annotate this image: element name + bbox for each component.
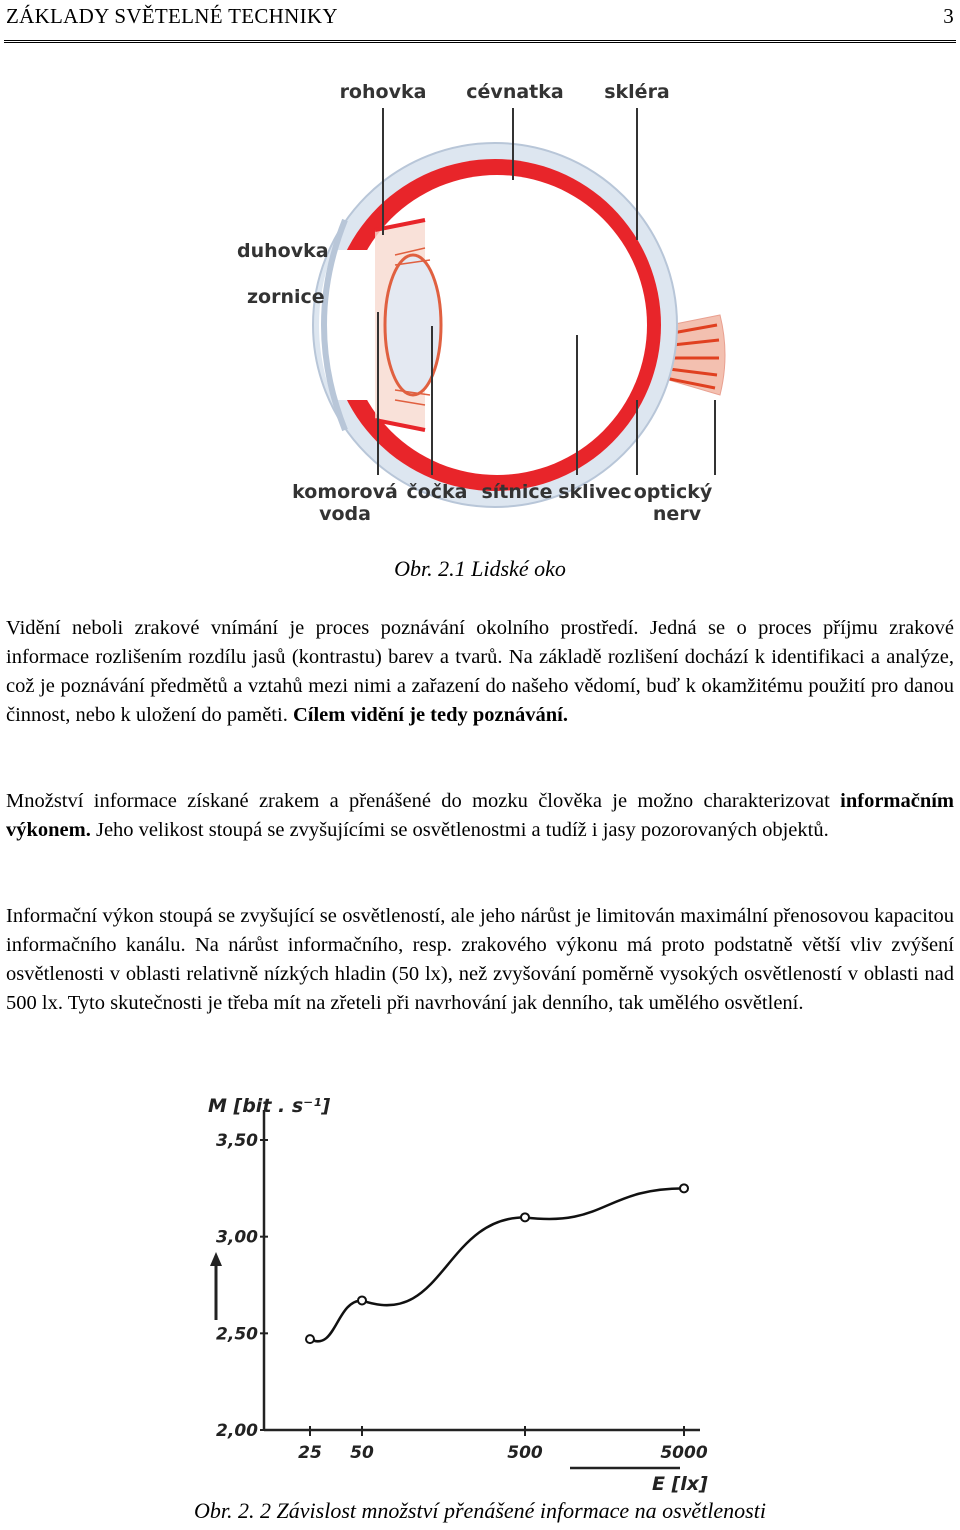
paragraph-2-text-b: Jeho velikost stoupá se zvyšujícími se osvětlenostmi a tudíž i jasy pozorovaných objektů. (95, 819, 829, 841)
data-point (306, 1335, 314, 1343)
label-opticky: optický (633, 481, 713, 503)
figure-caption-1: Obr. 2.1 Lidské oko (394, 556, 566, 581)
x-tick-label: 50 (350, 1443, 374, 1463)
paragraph-3: Informační výkon stoupá se zvyšující se osvětleností, ale jeho nárůst je limitován maximální přenosovou kapacitou informačního kanálu. Na nárůst informačního, resp. zrakového výkonu má proto podstatně větší vliv zvýšení osvětlenosti v oblasti relativně nízkých hladin (50 lx), než zvyšování poměrně vysokých osvětleností v oblasti nad 500 lx. Tyto skutečnosti je třeba mít na zřeteli při navrhování jak denního, tak umělého osvětlení. (6, 905, 954, 1014)
paragraph-2-emphasis: informačním výkonem. (6, 790, 955, 841)
y-tick-label: 3,50 (216, 1131, 258, 1151)
paragraph-1-emphasis: Cílem vidění je tedy poznávání. (292, 704, 568, 726)
x-tick-label: 500 (507, 1443, 543, 1463)
x-axis-label: E [lx] (652, 1473, 708, 1495)
y-tick-label: 3,00 (216, 1227, 258, 1248)
label-nerv: nerv (652, 503, 702, 525)
label-duhovka: duhovka (237, 240, 329, 262)
label-sklera: skléra (604, 81, 670, 103)
y-tick-label: 2,50 (216, 1324, 258, 1345)
running-header (6, 4, 954, 32)
paragraph-1-text: Vidění neboli zrakové vnímání je proces poznávání okolního prostředí. Jedná se o proces příjmu zrakové informace rozlišením rozdílu jasů (kontrastu) barev a tvarů. Na základě rozlišení dochází k identifikaci a analýze, což je poznávání předmětů a vztahů mezi nimi a zařazení do našeho vědomí, buď k okamžitému použití pro danou činnost, nebo k uložení do paměti. (6, 617, 954, 726)
label-cocka: čočka (406, 481, 468, 503)
label-sklivec: sklivec (558, 481, 632, 503)
header-title: ZÁKLADY SVĚTELNÉ TECHNIKY (6, 4, 338, 28)
paragraph-1 (6, 614, 954, 730)
label-rohovka: rohovka (339, 81, 427, 103)
data-point (680, 1184, 688, 1192)
label-cevnatka: cévnatka (466, 81, 564, 103)
data-point (521, 1213, 529, 1221)
data-point (358, 1296, 366, 1304)
page-number: 3 (943, 4, 954, 28)
x-tick-label: 5000 (660, 1443, 708, 1463)
information-rate-chart (180, 1080, 740, 1500)
paragraph-2-text-a: Množství informace získané zrakem a přenášené do mozku člověka je možno charakterizovat (6, 790, 830, 812)
label-voda: voda (319, 503, 371, 525)
y-tick-label: 2,00 (216, 1421, 258, 1441)
header-rule (4, 40, 956, 43)
data-curve (310, 1188, 684, 1341)
y-arrow-head (210, 1252, 222, 1266)
figure-caption-2: Obr. 2. 2 Závislost množství přenášené informace na osvětlenosti (194, 1498, 766, 1523)
paragraph-2 (6, 787, 954, 845)
x-tick-label: 25 (298, 1443, 322, 1463)
label-komorova: komorová (292, 481, 398, 503)
label-sitnice: sítnice (481, 481, 553, 503)
eye-diagram (225, 70, 755, 540)
y-axis-label: M [bit . s⁻¹] (208, 1095, 331, 1117)
label-zornice: zornice (247, 286, 325, 308)
